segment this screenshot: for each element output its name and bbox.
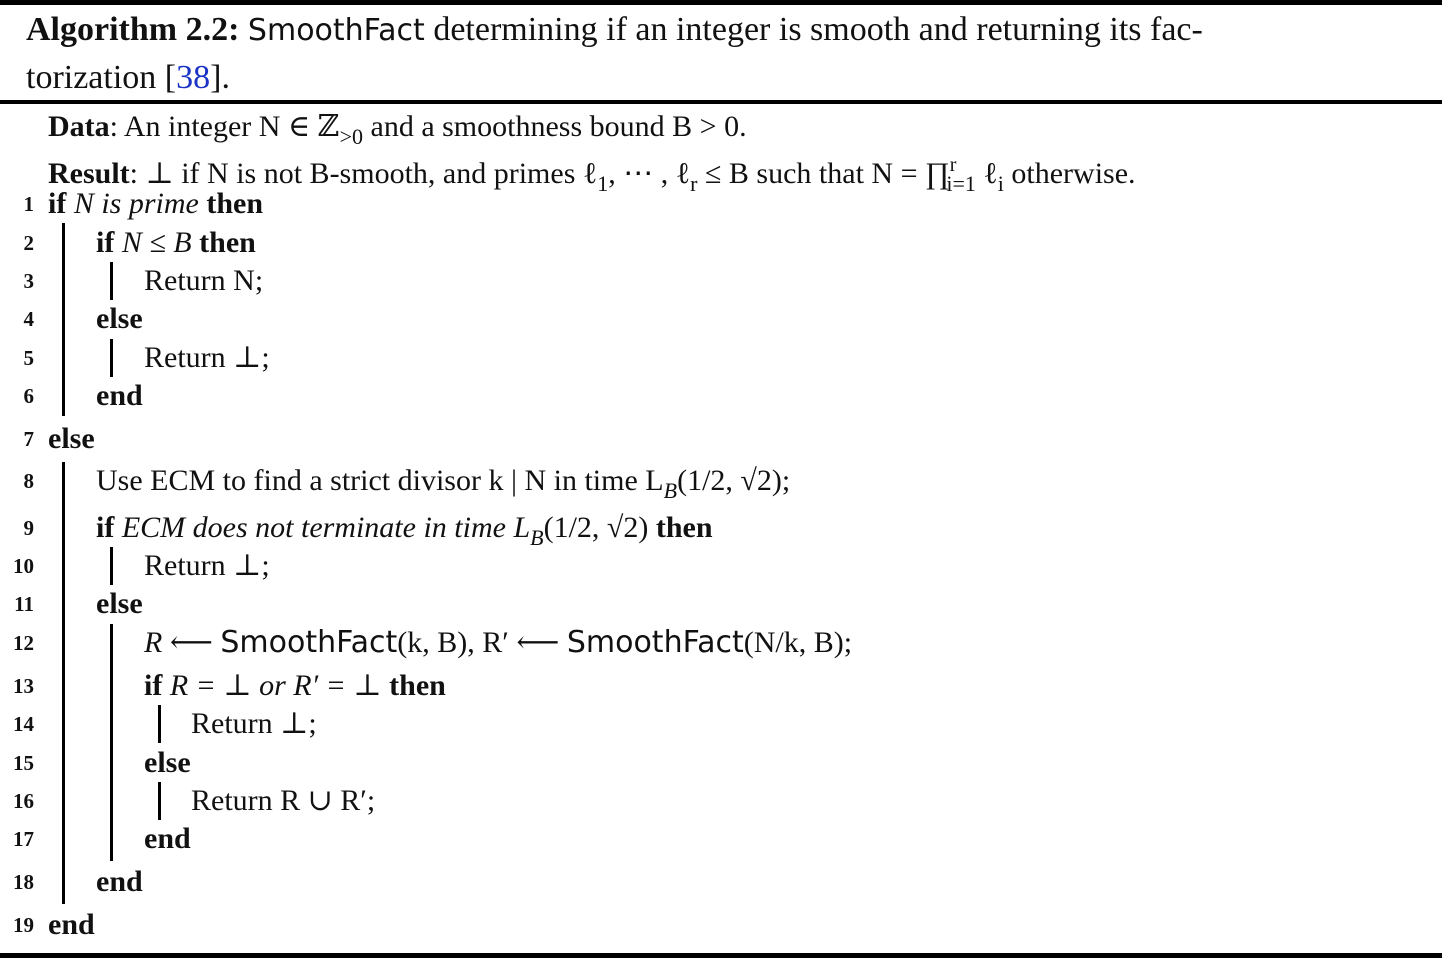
line-number: 15 — [13, 751, 34, 775]
caption-text-3: ]. — [210, 59, 230, 96]
data-label: Data — [48, 110, 110, 143]
block-bar — [62, 462, 65, 904]
caption-text: determining if an integer is smooth and returning its fac- — [424, 11, 1203, 48]
block-bar — [62, 223, 65, 416]
line-number: 19 — [13, 913, 34, 937]
caption-text-2: torization [ — [26, 59, 177, 96]
line-number: 1 — [23, 192, 34, 216]
line-number: 7 — [23, 427, 34, 451]
algorithm-name: SmoothFact — [247, 13, 425, 48]
data-text: : An integer N ∈ ℤ — [109, 110, 340, 143]
line-number: 10 — [13, 554, 34, 578]
line-number: 16 — [13, 789, 34, 813]
top-rule — [0, 0, 1442, 5]
line-number: 13 — [13, 674, 34, 698]
block-bar — [110, 339, 113, 377]
block-bar — [158, 782, 161, 820]
block-bar — [158, 705, 161, 743]
line-number: 14 — [13, 712, 34, 736]
algorithm-label: Algorithm 2.2: — [26, 11, 240, 48]
result-label: Result — [48, 157, 130, 190]
line-number: 17 — [13, 827, 34, 851]
line-number: 3 — [23, 269, 34, 293]
block-bar — [110, 624, 113, 861]
result-text: : ⊥ if N is not B-smooth, and primes ℓ — [129, 157, 598, 190]
line-number: 4 — [23, 307, 34, 331]
line-number: 12 — [13, 631, 34, 655]
algorithm-caption — [26, 6, 1426, 101]
citation-link[interactable]: 38 — [176, 59, 211, 96]
line-number: 5 — [23, 346, 34, 370]
line-number: 11 — [14, 592, 34, 616]
line-number: 8 — [23, 469, 34, 493]
line-number: 9 — [23, 516, 34, 540]
line-number: 18 — [13, 870, 34, 894]
line-number: 2 — [23, 231, 34, 255]
block-bar — [110, 547, 113, 585]
line-number: 6 — [23, 384, 34, 408]
block-bar — [110, 262, 113, 300]
bottom-rule — [0, 953, 1442, 958]
